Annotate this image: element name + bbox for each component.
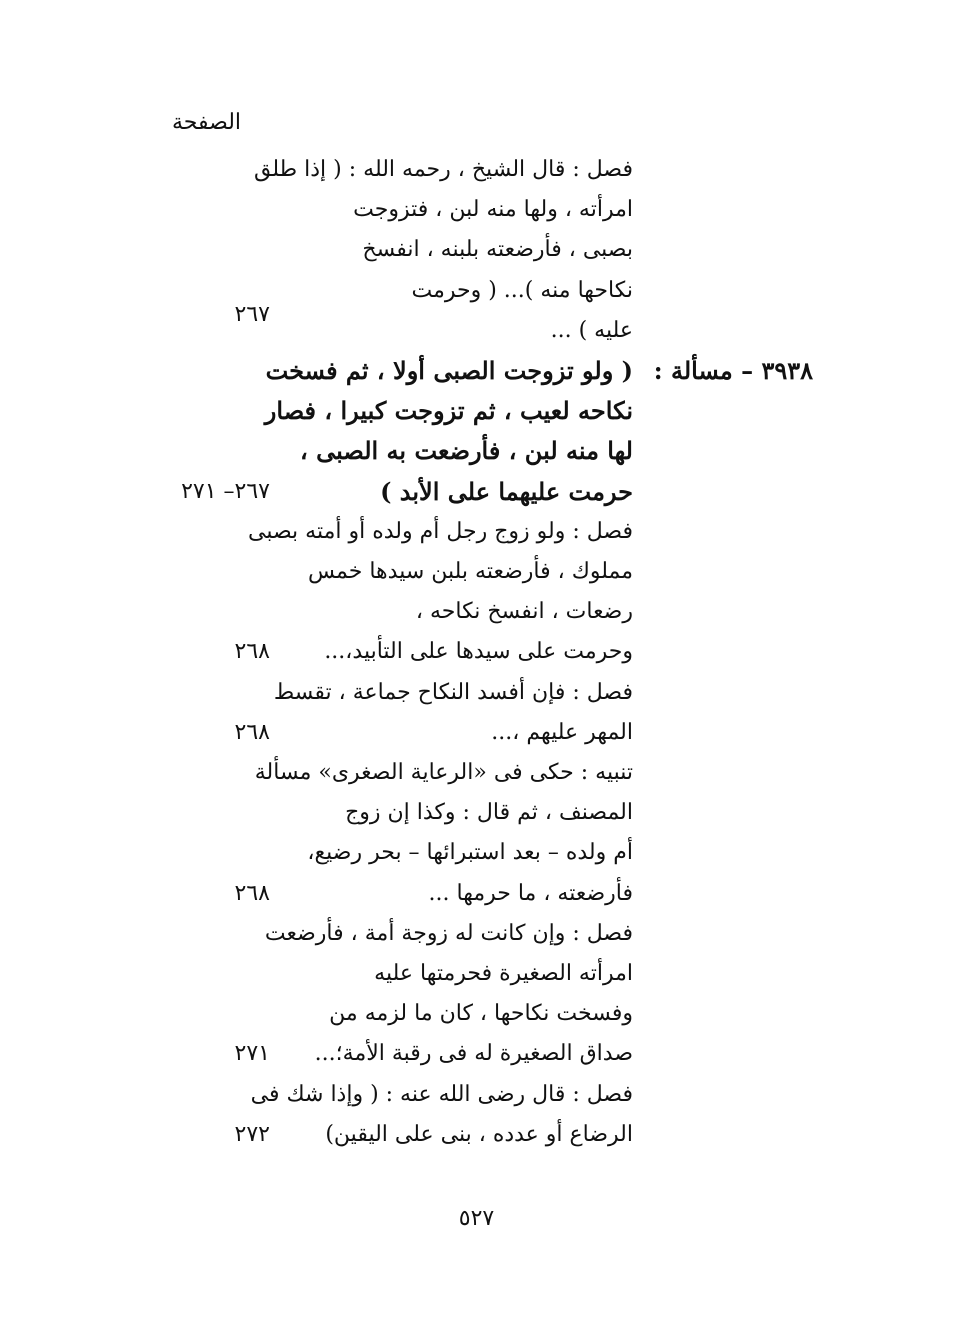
page-number: ٥٢٧ bbox=[458, 1206, 495, 1231]
entry-line: المهر عليهم ،... bbox=[491, 719, 633, 745]
entry-line: لها منه لبن ، فأرضعت به الصبى ، bbox=[300, 436, 633, 466]
entry-line: حرمت عليهما على الأبد ) bbox=[380, 476, 633, 506]
entry-line: فصل : وإن كانت له زوجة أمة ، فأرضعت bbox=[264, 920, 633, 946]
entry-line: صداق الصغيرة له فى رقبة الأمة؛... bbox=[314, 1041, 633, 1067]
entry-line: عليه ) ... bbox=[550, 317, 633, 343]
entry-line: امرأته الصغيرة فحرمتها عليه bbox=[374, 961, 633, 986]
entry-line: وحرمت على سيدها على التأبيد،... bbox=[324, 639, 633, 665]
issue-number: ٣٩٣٨ – مسألة : bbox=[653, 356, 813, 385]
entry-page-ref: ٢٦٧– ٢٧١ bbox=[181, 478, 270, 504]
entry-line: رضعات ، انفسخ نكاحه ، bbox=[415, 599, 633, 625]
entry-line: فصل : قال الشيخ ، رحمه الله : ( إذا طلق bbox=[254, 157, 633, 182]
entry-line: بصبى ، فأرضعته بلبنه ، انفسخ bbox=[362, 237, 633, 263]
entry-line: امرأته ، ولها منه لبن ، فتزوجت bbox=[353, 197, 633, 223]
entry-page-ref: ٢٦٧ bbox=[234, 301, 270, 327]
entry-line: فصل : فإن أفسد النكاح جماعة ، تقسط bbox=[273, 679, 633, 705]
entry-line: وفسخت نكاحها ، كان ما لزمه من bbox=[329, 1001, 633, 1027]
entry-page-ref: ٢٧١ bbox=[234, 1041, 270, 1067]
entry-line: ( ولو تزوجت الصبى أولا ، ثم فسخت bbox=[265, 356, 633, 385]
entry-line: فأرضعته ، ما حرمها ... bbox=[428, 880, 633, 906]
entry-line: مملوك ، فأرضعته بلبن سيدها خمس bbox=[307, 559, 633, 584]
entry-page-ref: ٢٦٨ bbox=[234, 719, 270, 745]
entry-line: تنبيه : حكى فى «الرعاية الصغرى» مسألة bbox=[254, 760, 633, 785]
entry-line: فصل : ولو زوج رجل أم ولده أو أمته بصبى bbox=[247, 518, 633, 544]
entry-line: نكاحها منه )... ( وحرمت bbox=[411, 277, 633, 303]
entry-page-ref: ٢٧٢ bbox=[234, 1121, 270, 1147]
entry-line: المصنف ، ثم قال : وكذا إن زوج bbox=[345, 800, 633, 826]
page-column-header: الصفحة bbox=[172, 110, 242, 135]
entry-line: نكاحه لعيب ، ثم تزوجت كبيرا ، فصار bbox=[264, 396, 633, 426]
entry-page-ref: ٢٦٨ bbox=[234, 880, 270, 906]
entry-line: الرضاع أو عدده ، بنى على اليقين) bbox=[325, 1121, 633, 1147]
entry-line: فصل : قال رضى الله عنه : ( وإذا شك فى bbox=[250, 1081, 633, 1107]
entry-page-ref: ٢٦٨ bbox=[234, 639, 270, 665]
entry-line: أم ولده – بعد استبرائها – بحر رضيع، bbox=[307, 840, 633, 866]
